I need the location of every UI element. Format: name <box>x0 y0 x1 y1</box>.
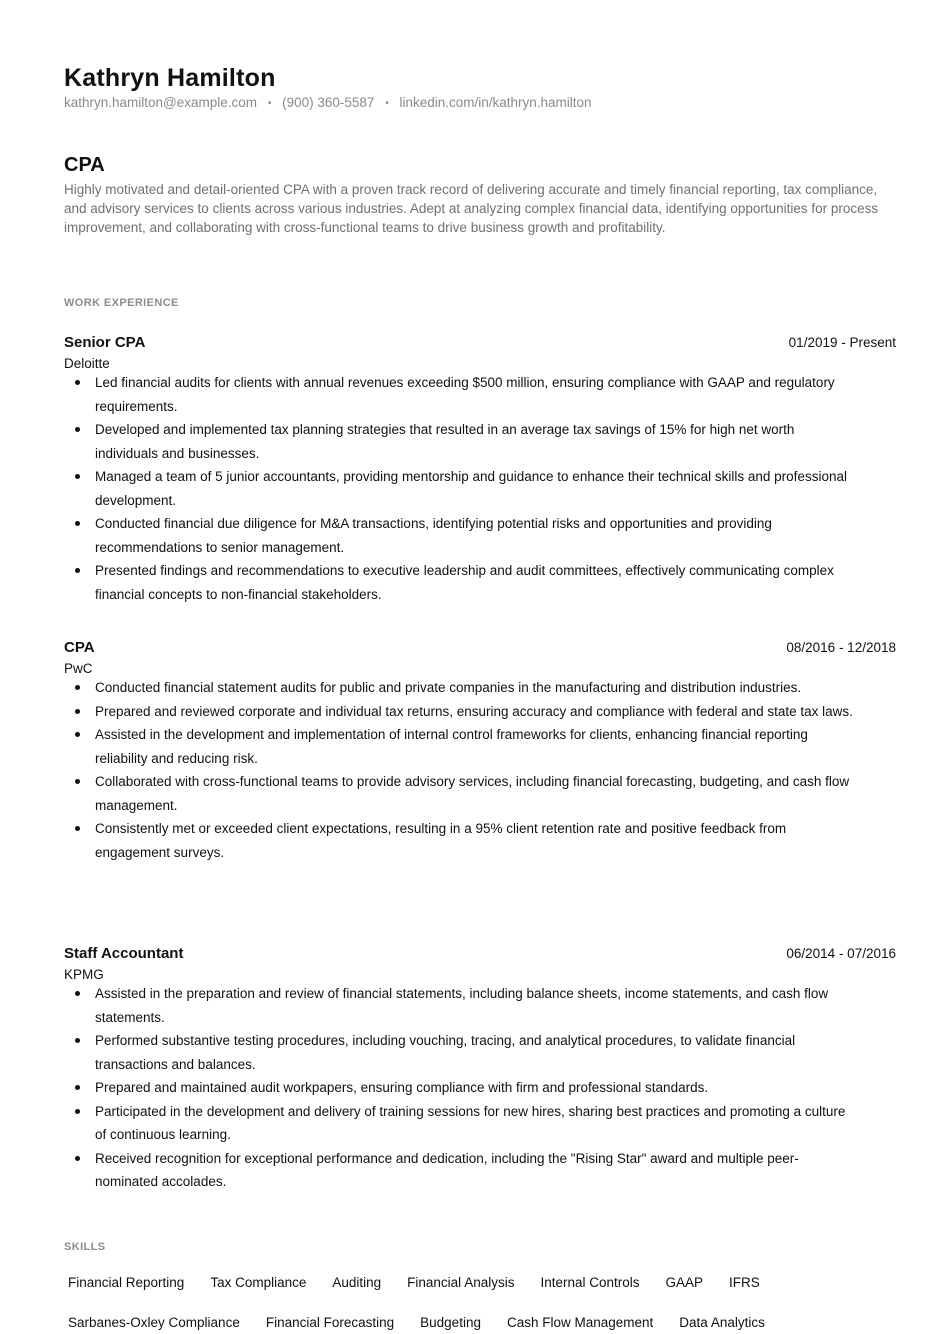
bullet-item <box>64 1147 854 1194</box>
skill-tag: Sarbanes-Oxley Compliance <box>68 1315 240 1330</box>
job-title: Staff Accountant <box>64 945 184 962</box>
job-dates: 06/2014 - 07/2016 <box>786 946 896 961</box>
skills-row <box>64 1272 782 1294</box>
bullet-dot <box>75 685 80 690</box>
job-bullets <box>64 982 854 1194</box>
summary-text: Highly motivated and detail-oriented CPA with a proven track record of delivering accurate and timely financial reporting, tax compliance, and advisory services to clients across various industries. Adept at analyzing complex financial data, identifying opportunities for process improvement, and collaborating with cross-functional teams to drive business growth and profitability. <box>64 182 879 236</box>
skill-tag: Budgeting <box>420 1315 481 1330</box>
skill-tag: IFRS <box>729 1275 760 1290</box>
skill-tag: Financial Analysis <box>407 1275 515 1290</box>
bullet-dot <box>75 474 80 479</box>
bullet-text: Prepared and maintained audit workpapers, ensuring compliance with firm and professional standards. <box>95 1080 709 1095</box>
bullet-item <box>64 559 854 606</box>
bullet-item <box>64 817 854 864</box>
bullet-dot <box>75 1156 80 1161</box>
section-title-work-experience: WORK EXPERIENCE <box>64 297 179 309</box>
bullet-item <box>64 770 854 817</box>
skill-tag: Auditing <box>332 1275 382 1290</box>
bullet-text: Assisted in the preparation and review of financial statements, including balance sheets, income statements, and cash flow statements. <box>95 986 829 1025</box>
bullet-text: Prepared and reviewed corporate and individual tax returns, ensuring accuracy and compliance with federal and state tax laws. <box>95 703 853 719</box>
bullet-text: Received recognition for exceptional performance and dedication, including the "Rising Star" award and multiple peer-nominated accolades. <box>95 1150 799 1189</box>
bullet-item <box>64 700 854 724</box>
skill-tag: Cash Flow Management <box>506 1315 654 1330</box>
bullet-dot <box>75 991 80 996</box>
company-name: PwC <box>64 661 93 676</box>
phone-number: (900) 360-5587 <box>282 95 375 110</box>
bullet-text: Performed substantive testing procedures, including vouching, tracing, and analytical procedures, to validate financial transactions and balances. <box>95 1033 796 1072</box>
separator-dot: • <box>385 98 389 109</box>
bullet-dot <box>75 709 80 714</box>
bullet-text: Presented findings and recommendations to executive leadership and audit committees, effectively communicating complex financial concepts to non-financial stakeholders. <box>95 563 834 602</box>
skill-tag: Tax Compliance <box>210 1275 307 1290</box>
company-name: Deloitte <box>64 356 110 371</box>
bullet-dot <box>75 521 80 526</box>
headline: CPA <box>64 154 105 176</box>
bullet-dot <box>75 1038 80 1043</box>
bullet-dot <box>75 427 80 432</box>
linkedin-link[interactable]: linkedin.com/in/kathryn.hamilton <box>399 95 592 110</box>
email-link[interactable]: kathryn.hamilton@example.com <box>64 95 258 110</box>
skills-row <box>64 1312 787 1334</box>
bullet-item <box>64 418 854 465</box>
bullet-item <box>64 1100 854 1147</box>
bullet-dot <box>75 779 80 784</box>
candidate-name: Kathryn Hamilton <box>64 64 276 92</box>
job-title: CPA <box>64 639 95 656</box>
section-title-skills: SKILLS <box>64 1241 106 1253</box>
bullet-item <box>64 1029 854 1076</box>
bullet-text: Conducted financial statement audits for public and private companies in the manufacturing and distribution industries. <box>95 680 802 695</box>
bullet-dot <box>75 568 80 573</box>
separator-dot: • <box>267 98 272 109</box>
bullet-text: Collaborated with cross-functional teams to provide advisory services, including financial forecasting, budgeting, and cash flow management. <box>95 774 850 813</box>
bullet-item <box>64 723 854 770</box>
bullet-item <box>64 1076 854 1100</box>
job-bullets <box>64 371 854 606</box>
skill-tag: Data Analytics <box>679 1315 765 1330</box>
company-name: KPMG <box>64 967 104 982</box>
bullet-dot <box>75 732 80 737</box>
bullet-text: Developed and implemented tax planning strategies that resulted in an average tax savings of 15% for high net worth individuals and businesses. <box>95 422 795 461</box>
job-title: Senior CPA <box>64 334 146 351</box>
contact-line <box>64 95 592 110</box>
skill-tag: Financial Forecasting <box>265 1315 395 1330</box>
skill-tag: Internal Controls <box>540 1275 640 1290</box>
skill-tag: Financial Reporting <box>68 1275 185 1290</box>
job-dates: 01/2019 - Present <box>788 335 896 350</box>
bullet-text: Conducted financial due diligence for M&A transactions, identifying potential risks and opportunities and providing recommendations to senior management. <box>95 516 772 555</box>
bullet-dot <box>75 1085 80 1090</box>
bullet-dot <box>75 380 80 385</box>
bullet-text: Led financial audits for clients with annual revenues exceeding $500 million, ensuring compliance with GAAP and regulatory requirements. <box>95 375 835 414</box>
job-bullets <box>64 676 854 864</box>
bullet-item <box>64 512 854 559</box>
bullet-item <box>64 982 854 1029</box>
bullet-item <box>64 465 854 512</box>
job-dates: 08/2016 - 12/2018 <box>786 640 896 655</box>
bullet-dot <box>75 826 80 831</box>
bullet-item <box>64 371 854 418</box>
bullet-item <box>64 676 854 700</box>
bullet-text: Assisted in the development and implementation of internal control frameworks for clients, enhancing financial reporting reliability and reducing risk. <box>95 727 808 766</box>
bullet-dot <box>75 1109 80 1114</box>
bullet-text: Consistently met or exceeded client expectations, resulting in a 95% client retention rate and positive feedback from engagement surveys. <box>95 821 787 860</box>
bullet-text: Managed a team of 5 junior accountants, providing mentorship and guidance to enhance their technical skills and professional development. <box>95 469 847 508</box>
skill-tag: GAAP <box>665 1275 704 1290</box>
bullet-text: Participated in the development and delivery of training sessions for new hires, sharing best practices and promoting a culture of continuous learning. <box>95 1103 846 1142</box>
